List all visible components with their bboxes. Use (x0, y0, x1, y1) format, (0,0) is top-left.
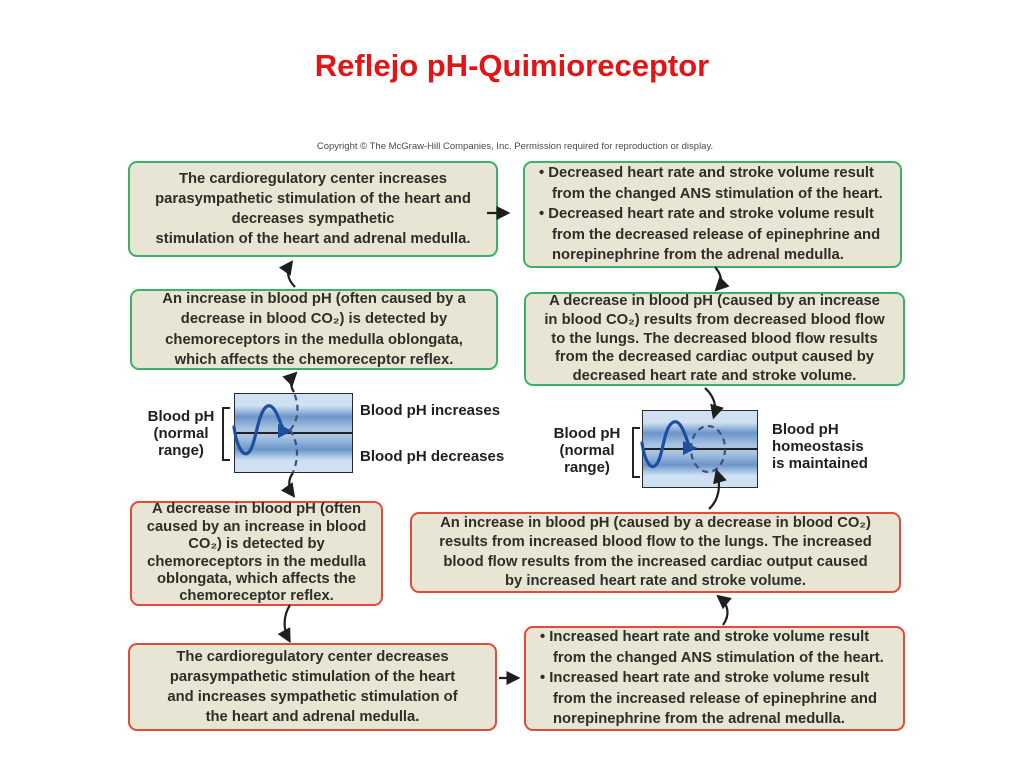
box-text: A decrease in blood pH (often caused by an increase in blood CO₂) is detected by chemoreceptors in the medulla oblongata, which affects the chemoreceptor reflex. (146, 501, 367, 605)
blood-ph-decreases-label: Blood pH decreases (360, 448, 505, 465)
arrow-detected-to-cardio-down (285, 605, 290, 640)
copyright-line: Copyright © The McGraw-Hill Companies, Inc. Permission required for reproduction or display. (316, 141, 714, 152)
diagram-ph-start (234, 393, 353, 473)
bullet-item: • Decreased heart rate and stroke volume result from the changed ANS stimulation of the heart. (539, 165, 883, 202)
blood-ph-normal-range-label: Blood pH (normal range) (147, 408, 215, 459)
box-increase-blood-ph-results (410, 512, 901, 593)
bullet-item: • Increased heart rate and stroke volume result from the increased release of epinephrine and norepinephrine from the adrenal medulla. (540, 670, 877, 728)
range-bracket-left (223, 408, 230, 460)
box-decreased-heart-rate-stroke-volume (523, 161, 902, 268)
box-text: The cardioregulatory center increases parasympathetic stimulation of the heart and decreases sympathetic stimulation of the heart and adrenal medulla. (155, 170, 471, 248)
box-text: An increase in blood pH (caused by a decrease in blood CO₂) results from increased blood flow to the lungs. The increased blood flow results from the increased cardiac output caused by increased heart rate and stroke volume. (439, 515, 872, 589)
arrow-detected-to-cardio-up (288, 263, 295, 287)
box-text: A decrease in blood pH (caused by an increase in blood CO₂) results from decreased blood flow to the lungs. The decreased blood flow results from the decreased cardiac output caused by decreased heart rate and stroke volume. (544, 293, 885, 384)
blood-ph-homeostasis-label: Blood pH homeostasis is maintained (772, 421, 868, 472)
arrow-decreased-hrsv-to-results (715, 267, 721, 289)
box-decrease-blood-ph-detected (130, 501, 383, 606)
box-increased-heart-rate-stroke-volume (524, 626, 905, 731)
bullet-item: • Increased heart rate and stroke volume result from the changed ANS stimulation of the heart. (540, 629, 884, 666)
blood-ph-increases-label: Blood pH increases (360, 402, 501, 419)
diagram-ph-homeostasis (642, 410, 758, 488)
arrow-ph-increase-to-detected (291, 374, 295, 392)
page-title: Reflejo pH-Quimioreceptor (314, 48, 710, 83)
box-text: The cardioregulatory center decreases parasympathetic stimulation of the heart and increases sympathetic stimulation of the heart and adrenal medulla. (167, 648, 458, 726)
box-decrease-blood-ph-results (524, 292, 905, 386)
bullet-item: • Decreased heart rate and stroke volume result from the decreased release of epinephrine and norepinephrine from the adrenal medulla. (539, 206, 881, 264)
arrow-ph-decrease-to-detected (289, 473, 293, 495)
blood-ph-normal-range-label: Blood pH (normal range) (553, 425, 621, 476)
box-cardio-center-increases-parasympathetic (128, 161, 498, 257)
box-increase-blood-ph-detected (130, 289, 498, 370)
range-bracket-right (633, 428, 640, 477)
box-cardio-center-decreases-parasympathetic (128, 643, 497, 731)
box-text: An increase in blood pH (often caused by a decrease in blood CO₂) is detected by chemoreceptors in the medulla oblongata, which affects the chemoreceptor reflex. (162, 291, 466, 368)
arrow-increased-hrsv-to-results (719, 597, 728, 625)
